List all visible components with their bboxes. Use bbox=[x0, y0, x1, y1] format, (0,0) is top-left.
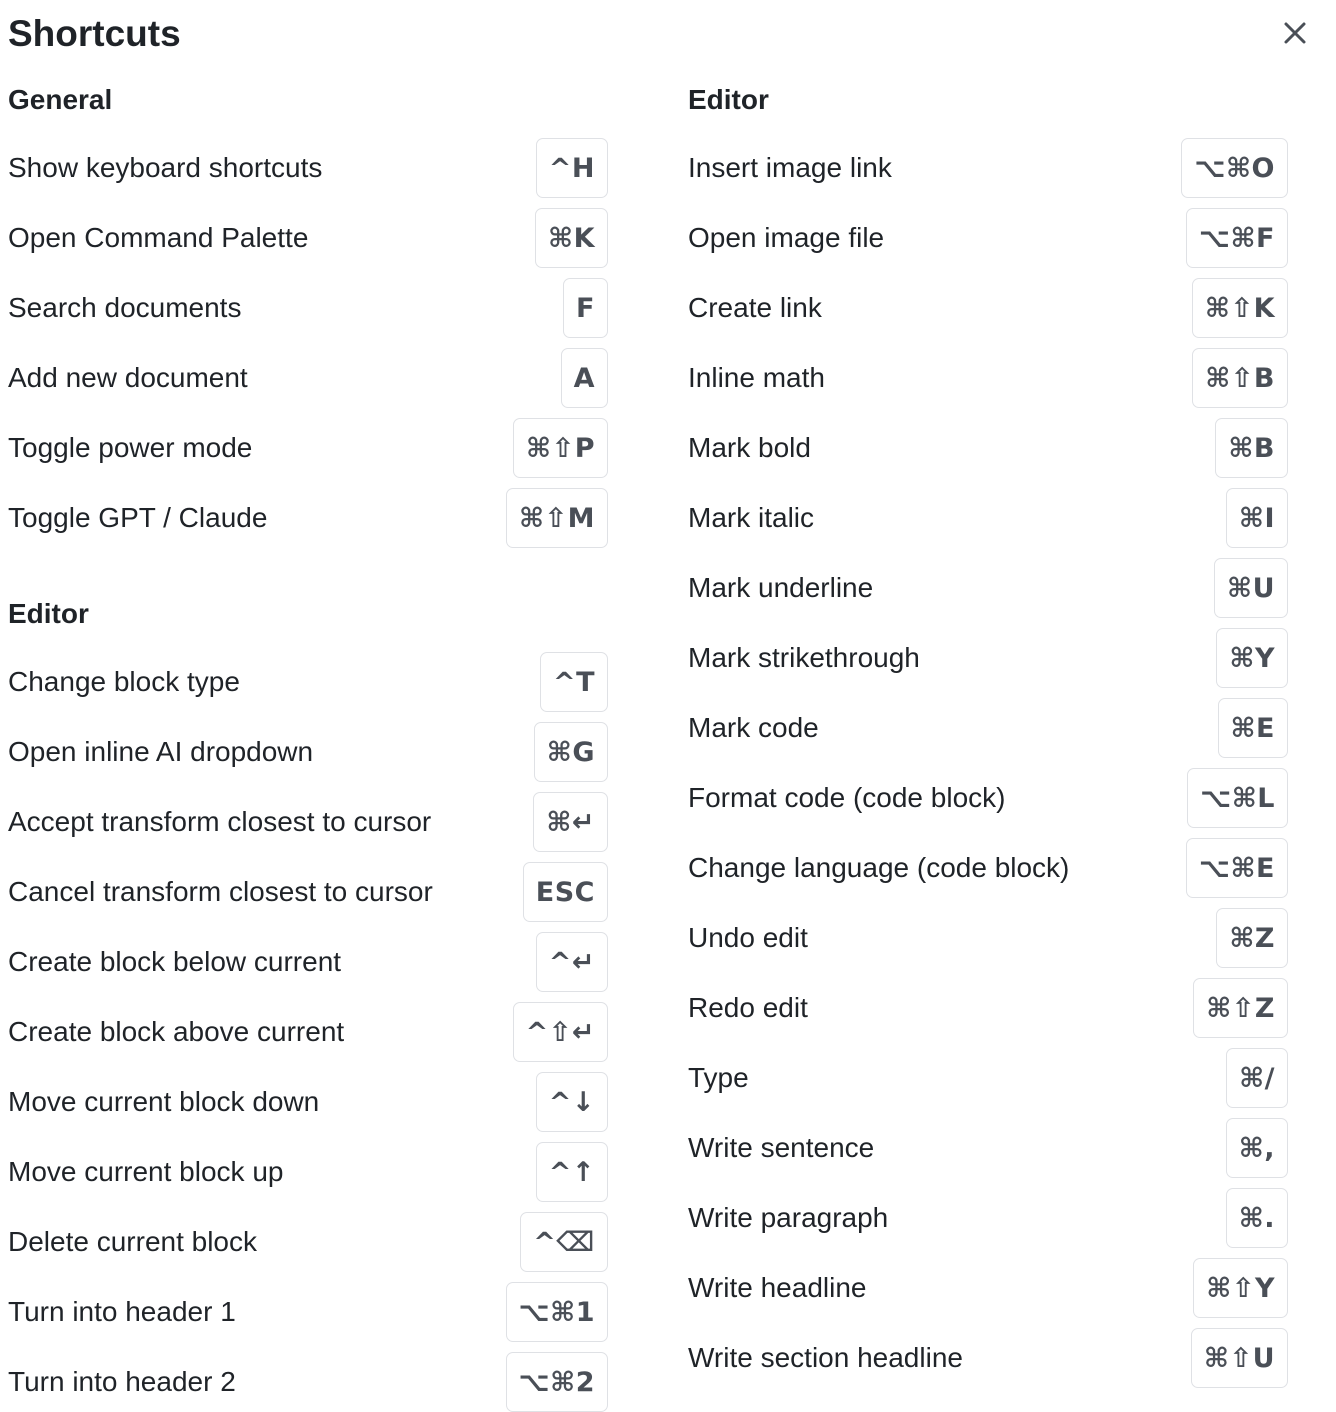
shortcut-keys: F bbox=[563, 278, 608, 338]
shortcut-row bbox=[8, 1072, 608, 1132]
shortcut-row bbox=[8, 862, 608, 922]
shortcut-keys: ^↑ bbox=[536, 1142, 608, 1202]
shortcut-row bbox=[688, 1118, 1288, 1178]
shortcut-label: Move current block down bbox=[8, 1086, 320, 1117]
shortcut-label: Change language (code block) bbox=[688, 852, 1070, 883]
shortcut-row bbox=[8, 1212, 608, 1272]
shortcut-label: Open inline AI dropdown bbox=[8, 736, 314, 767]
shortcut-keys: ^↵ bbox=[536, 932, 608, 992]
shortcut-label: Move current block up bbox=[8, 1156, 284, 1187]
shortcut-label: Create block below current bbox=[8, 946, 342, 977]
shortcut-keys: ⌘⇧Z bbox=[1193, 978, 1288, 1038]
shortcut-keys: ⌘K bbox=[535, 208, 608, 268]
shortcut-keys: ⌘⇧U bbox=[1191, 1328, 1288, 1388]
shortcut-label: Format code (code block) bbox=[688, 782, 1006, 813]
shortcut-label: Turn into header 1 bbox=[8, 1296, 236, 1327]
shortcut-row bbox=[688, 278, 1288, 338]
shortcut-row bbox=[8, 1352, 608, 1412]
shortcut-label: Open image file bbox=[688, 222, 885, 253]
shortcut-row bbox=[8, 1142, 608, 1202]
shortcut-row bbox=[8, 138, 608, 198]
shortcut-label: Delete current block bbox=[8, 1226, 258, 1257]
shortcut-keys: ⌥⌘1 bbox=[506, 1282, 608, 1342]
shortcut-row bbox=[688, 488, 1288, 548]
section-heading-general: General bbox=[8, 84, 113, 115]
shortcut-keys: ⌘⇧P bbox=[513, 418, 608, 478]
shortcut-row bbox=[8, 722, 608, 782]
shortcut-label: Accept transform closest to cursor bbox=[8, 806, 432, 837]
shortcut-label: Toggle GPT / Claude bbox=[8, 502, 268, 533]
shortcut-label: Create block above current bbox=[8, 1016, 345, 1047]
shortcut-keys: ⌘/ bbox=[1226, 1048, 1288, 1108]
shortcut-row bbox=[8, 792, 608, 852]
shortcut-row bbox=[688, 1258, 1288, 1318]
shortcut-label: Redo edit bbox=[688, 992, 808, 1023]
shortcut-label: Write headline bbox=[688, 1272, 867, 1303]
shortcut-label: Cancel transform closest to cursor bbox=[8, 876, 433, 907]
shortcut-keys: ⌥⌘E bbox=[1186, 838, 1288, 898]
shortcut-keys: ^⌫ bbox=[520, 1212, 608, 1272]
shortcut-label: Open Command Palette bbox=[8, 222, 309, 253]
shortcut-keys: A bbox=[561, 348, 608, 408]
shortcut-keys: ^⇧↵ bbox=[513, 1002, 608, 1062]
shortcut-keys: ⌘Z bbox=[1216, 908, 1288, 968]
shortcut-label: Change block type bbox=[8, 666, 240, 697]
shortcut-row bbox=[688, 558, 1288, 618]
shortcut-label: Turn into header 2 bbox=[8, 1366, 236, 1397]
shortcut-label: Toggle power mode bbox=[8, 432, 253, 463]
shortcut-keys: ^↓ bbox=[536, 1072, 608, 1132]
shortcut-row bbox=[688, 838, 1288, 898]
shortcut-keys: ⌘↵ bbox=[533, 792, 608, 852]
shortcut-keys: ⌘U bbox=[1214, 558, 1288, 618]
shortcut-label: Search documents bbox=[8, 292, 242, 323]
shortcut-row bbox=[688, 348, 1288, 408]
shortcut-row bbox=[688, 908, 1288, 968]
shortcut-label: Type bbox=[688, 1062, 749, 1093]
shortcut-label: Mark underline bbox=[688, 572, 874, 603]
shortcut-keys: ⌥⌘2 bbox=[506, 1352, 608, 1412]
shortcut-row bbox=[688, 208, 1288, 268]
shortcut-label: Inline math bbox=[688, 362, 825, 393]
shortcut-row bbox=[8, 1282, 608, 1342]
shortcut-label: Mark bold bbox=[688, 432, 811, 463]
shortcut-keys: ⌘Y bbox=[1216, 628, 1288, 688]
shortcut-label: Write section headline bbox=[688, 1342, 963, 1373]
section-heading-editor: Editor bbox=[688, 84, 769, 115]
shortcut-keys: ⌘E bbox=[1218, 698, 1289, 758]
shortcut-keys: ⌘⇧M bbox=[506, 488, 608, 548]
shortcut-row bbox=[8, 488, 608, 548]
shortcut-row bbox=[688, 628, 1288, 688]
shortcut-keys: ⌘B bbox=[1215, 418, 1288, 478]
shortcut-label: Mark code bbox=[688, 712, 819, 743]
shortcut-keys: ⌘. bbox=[1226, 1188, 1288, 1248]
shortcut-keys: ⌘, bbox=[1226, 1118, 1288, 1178]
shortcut-keys: ⌥⌘O bbox=[1181, 138, 1288, 198]
shortcut-row bbox=[688, 418, 1288, 478]
shortcut-row bbox=[8, 208, 608, 268]
shortcut-label: Mark italic bbox=[688, 502, 815, 533]
shortcut-row bbox=[688, 768, 1288, 828]
shortcut-row bbox=[8, 348, 608, 408]
shortcut-row bbox=[688, 138, 1288, 198]
shortcut-row bbox=[8, 1002, 608, 1062]
shortcut-keys: ESC bbox=[523, 862, 608, 922]
shortcut-label: Show keyboard shortcuts bbox=[8, 152, 323, 183]
shortcut-keys: ⌘⇧K bbox=[1192, 278, 1288, 338]
shortcut-row bbox=[8, 932, 608, 992]
shortcut-keys: ⌘G bbox=[534, 722, 608, 782]
shortcut-row bbox=[688, 978, 1288, 1038]
shortcut-row bbox=[8, 652, 608, 712]
close-icon bbox=[1283, 21, 1307, 45]
shortcut-row bbox=[688, 1328, 1288, 1388]
shortcut-label: Write sentence bbox=[688, 1132, 875, 1163]
shortcut-label: Insert image link bbox=[688, 152, 892, 183]
shortcut-keys: ⌘⇧Y bbox=[1193, 1258, 1288, 1318]
shortcut-keys: ⌥⌘F bbox=[1186, 208, 1288, 268]
shortcut-keys: ^H bbox=[536, 138, 608, 198]
shortcut-keys: ⌥⌘L bbox=[1187, 768, 1288, 828]
dialog-title: Shortcuts bbox=[8, 13, 181, 54]
shortcut-label: Add new document bbox=[8, 362, 248, 393]
shortcut-row bbox=[688, 698, 1288, 758]
shortcut-label: Write paragraph bbox=[688, 1202, 889, 1233]
shortcut-row bbox=[688, 1188, 1288, 1248]
shortcut-keys: ⌘I bbox=[1226, 488, 1288, 548]
close-button[interactable] bbox=[1276, 14, 1314, 52]
shortcut-keys: ⌘⇧B bbox=[1192, 348, 1288, 408]
section-heading-editor: Editor bbox=[8, 598, 89, 629]
shortcut-label: Mark strikethrough bbox=[688, 642, 920, 673]
shortcut-label: Create link bbox=[688, 292, 822, 323]
shortcut-row bbox=[688, 1048, 1288, 1108]
shortcut-label: Undo edit bbox=[688, 922, 808, 953]
shortcut-row bbox=[8, 418, 608, 478]
shortcut-keys: ^T bbox=[540, 652, 608, 712]
shortcut-row bbox=[8, 278, 608, 338]
